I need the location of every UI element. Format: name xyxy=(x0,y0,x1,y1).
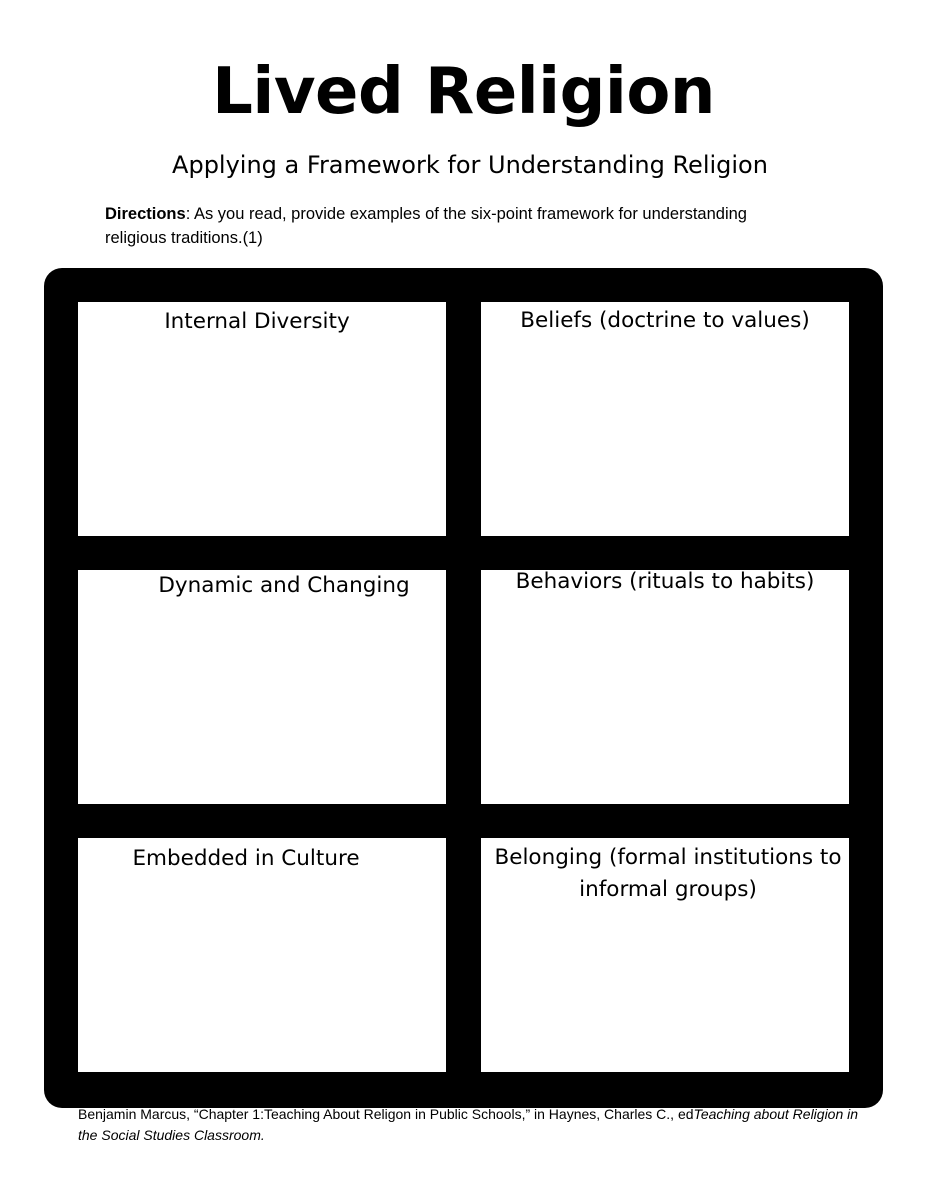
citation xyxy=(78,1104,878,1146)
page-title: Lived Religion xyxy=(212,55,715,129)
directions-label: Directions xyxy=(105,205,186,223)
cell-dynamic-changing[interactable] xyxy=(78,570,446,804)
cell-embedded-culture[interactable] xyxy=(78,838,446,1072)
cell-label: Belonging (formal institutions to informal groups) xyxy=(494,845,842,902)
page-subtitle: Applying a Framework for Understanding Religion xyxy=(172,151,768,179)
directions xyxy=(105,202,805,250)
cell-beliefs[interactable] xyxy=(481,302,849,536)
cell-label: Beliefs (doctrine to values) xyxy=(520,308,810,333)
citation-italic: Teaching about Religion in the Social Studies Classroom. xyxy=(78,1106,859,1143)
framework-grid xyxy=(44,268,883,1108)
cell-label: Dynamic and Changing xyxy=(158,573,410,598)
cell-label: Embedded in Culture xyxy=(132,846,360,871)
directions-text: : As you read, provide examples of the six-point framework for understanding religious traditions.(1) xyxy=(105,205,747,247)
cell-internal-diversity[interactable] xyxy=(78,302,446,536)
cell-label: Internal Diversity xyxy=(164,309,350,334)
cell-belonging[interactable] xyxy=(481,838,849,1072)
cell-behaviors[interactable] xyxy=(481,570,849,804)
citation-text: Benjamin Marcus, “Chapter 1:Teaching About Religon in Public Schools,” in Haynes, Charles C., ed xyxy=(78,1106,694,1122)
cell-label: Behaviors (rituals to habits) xyxy=(515,569,815,594)
